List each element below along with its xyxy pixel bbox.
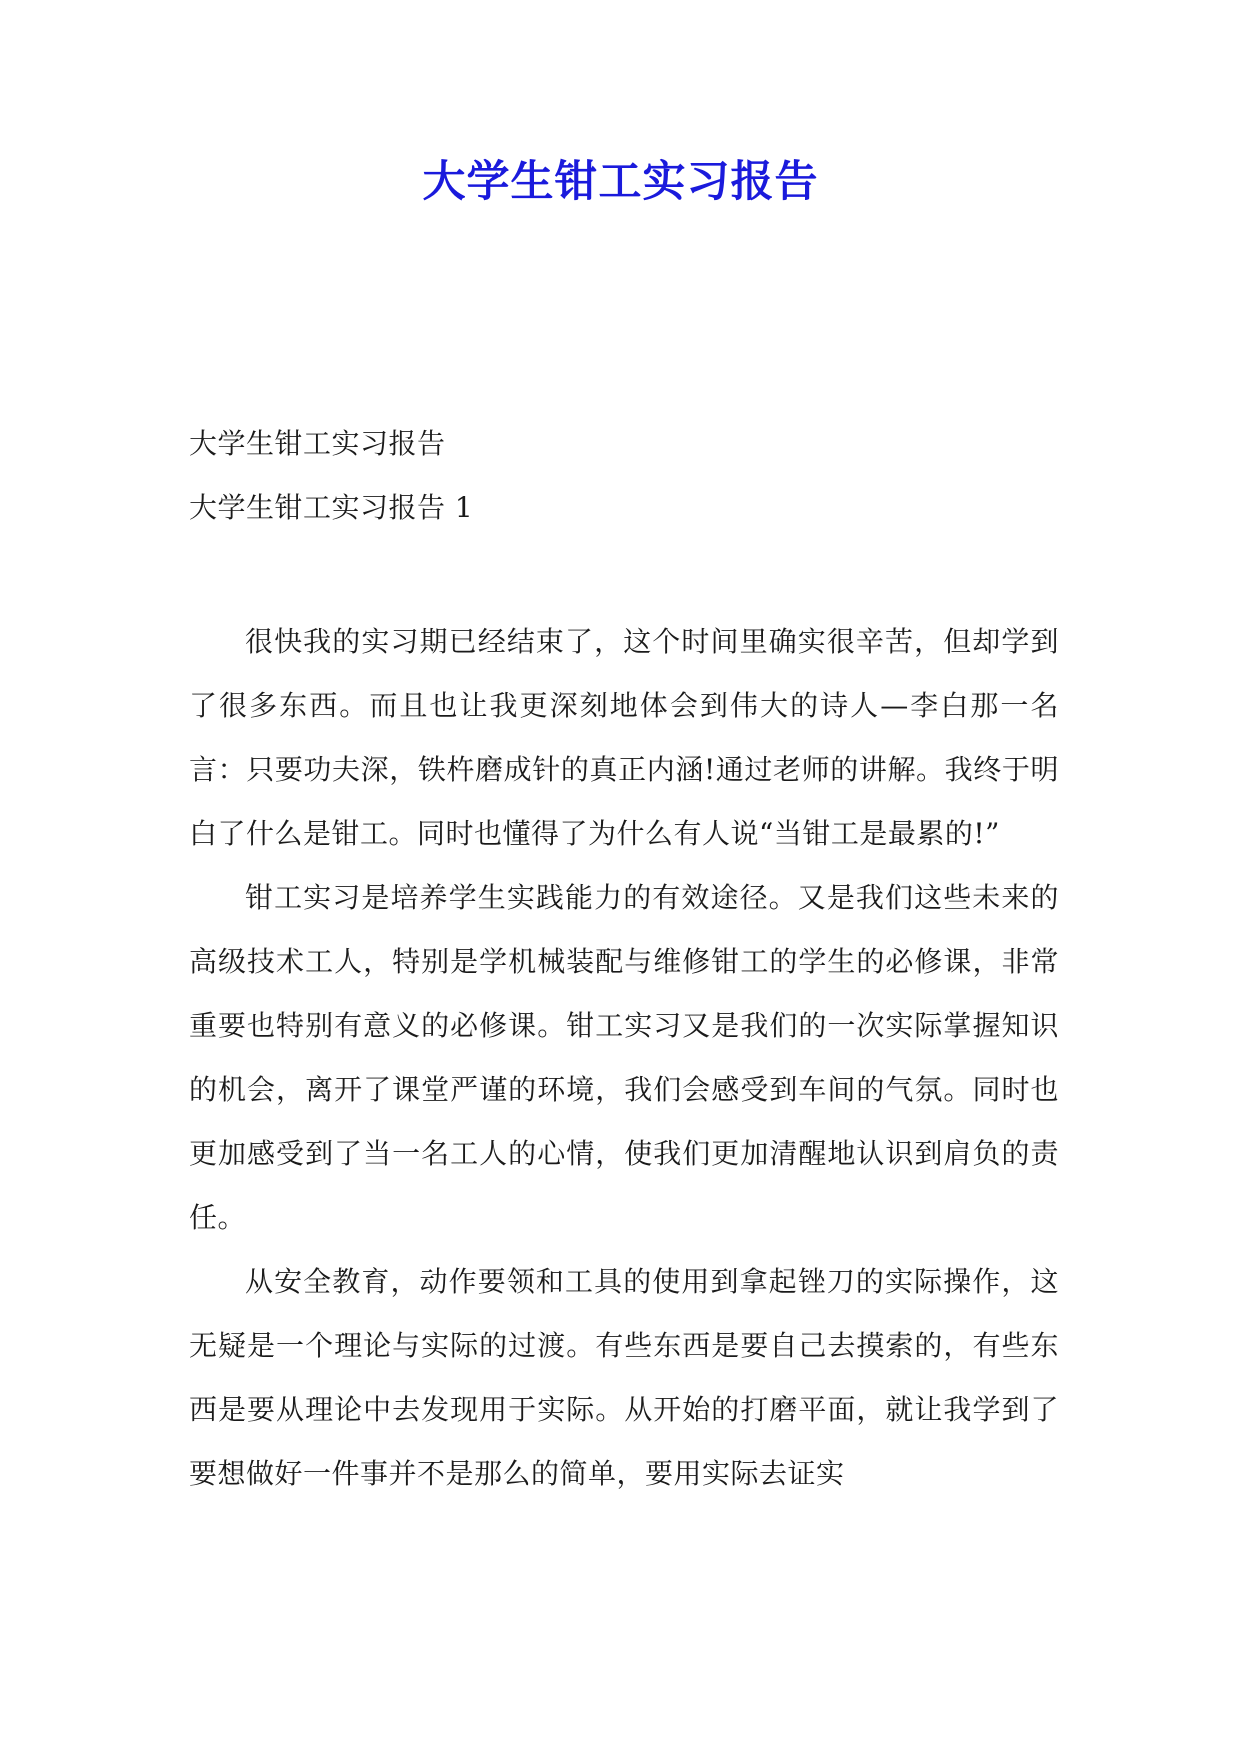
paragraph-2: 钳工实习是培养学生实践能力的有效途径。又是我们这些未来的高级技术工人，特别是学机械装配与维修钳工的学生的必修课，非常重要也特别有意义的必修课。钳工实习又是我们的一次实际掌握知识的机会，离开了课堂严谨的环境，我们会感受到车间的气氛。同时也更加感受到了当一名工人的心情，使我们更加清醒地认识到肩负的责任。 <box>189 881 1059 1234</box>
document-title: 大学生钳工实习报告 <box>422 157 819 207</box>
paragraph-1: 很快我的实习期已经结束了，这个时间里确实很辛苦，但却学到了很多东西。而且也让我更深刻地体会到伟大的诗人—李白那一名言：只要功夫深，铁杵磨成针的真正内涵!通过老师的讲解。我终于明白了什么是钳工。同时也懂得了为什么有人说“当钳工是最累的!” <box>189 625 1059 850</box>
paragraph-3: 从安全教育，动作要领和工具的使用到拿起锉刀的实际操作，这无疑是一个理论与实际的过渡。有些东西是要自己去摸索的，有些东西是要从理论中去发现用于实际。从开始的打磨平面，就让我学到了要想做好一件事并不是那么的简单，要用实际去证实 <box>189 1265 1059 1490</box>
body-paragraphs <box>189 610 1059 1506</box>
section-subheading: 大学生钳工实习报告 1 <box>189 491 474 524</box>
section-heading: 大学生钳工实习报告 <box>189 427 446 460</box>
heading-block <box>189 412 1059 540</box>
